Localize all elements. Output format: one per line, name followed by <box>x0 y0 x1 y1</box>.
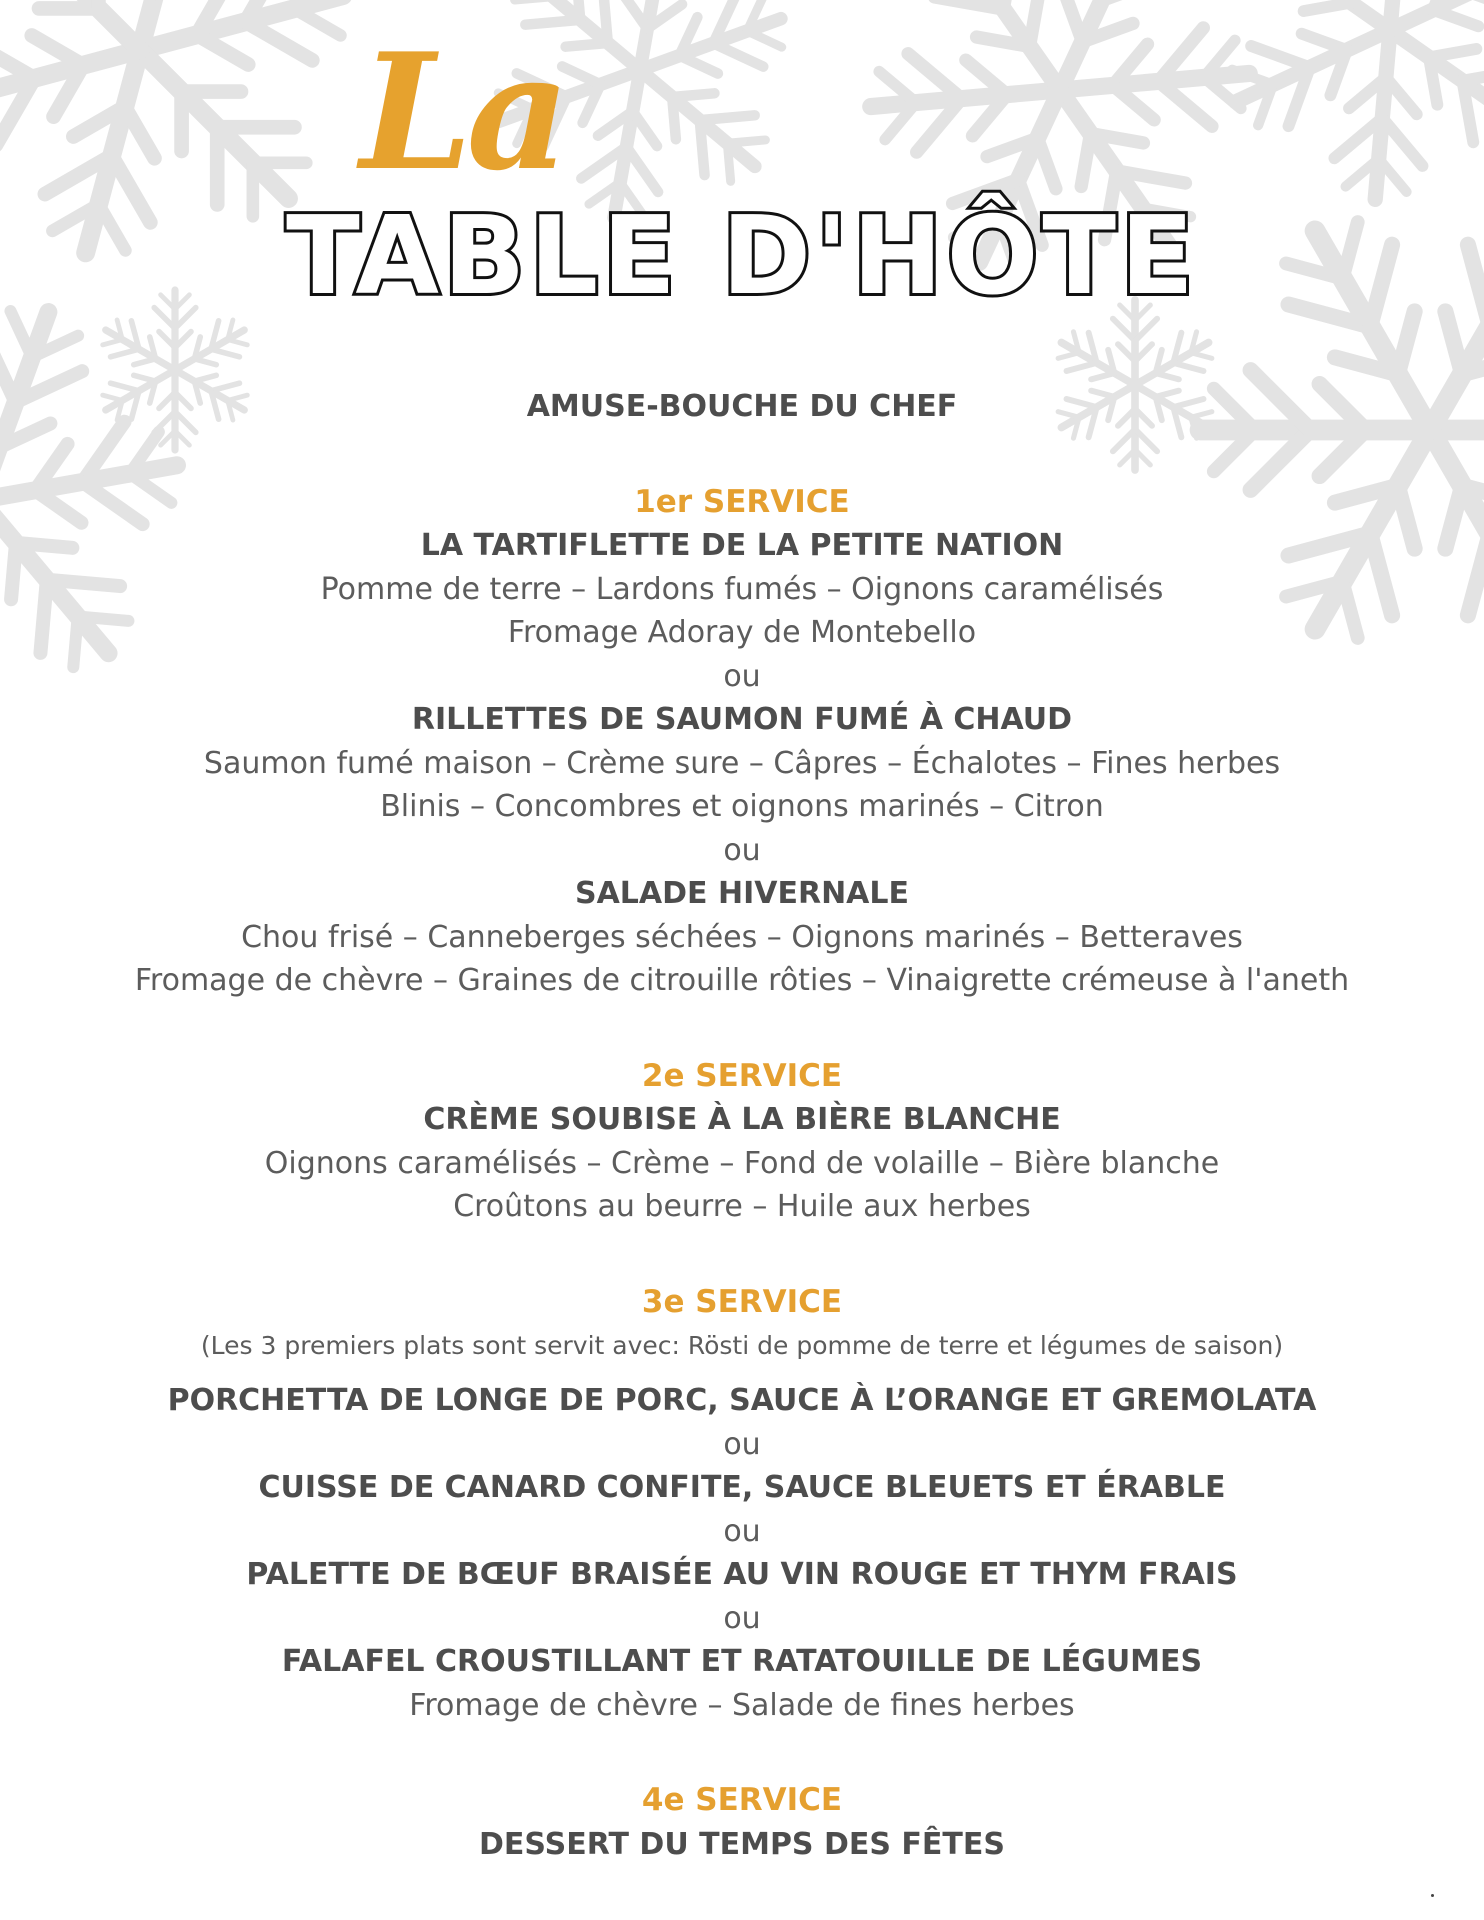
page-dot <box>1431 1894 1434 1897</box>
dish-description: Fromage de chèvre – Graines de citrouille rôties – Vinaigrette crémeuse à l'aneth <box>134 963 1350 998</box>
menu-body <box>0 385 1484 1866</box>
separator: ou <box>723 832 761 868</box>
service-1 <box>0 481 1484 1003</box>
service-4 <box>0 1779 1484 1866</box>
script-title-word: La <box>360 18 565 206</box>
dish-name: DESSERT DU TEMPS DES FÊTES <box>479 1826 1005 1862</box>
service-note: (Les 3 premiers plats sont servit avec: Rösti de pomme de terre et légumes de saison) <box>200 1331 1284 1360</box>
dish-description: Croûtons au beurre – Huile aux herbes <box>453 1189 1031 1224</box>
service-heading: 3e SERVICE <box>641 1283 843 1320</box>
dish-name: SALADE HIVERNALE <box>574 876 909 911</box>
dish-description: Blinis – Concombres et oignons marinés – Citron <box>380 789 1104 824</box>
dish-description: Oignons caramélisés – Crème – Fond de volaille – Bière blanche <box>264 1145 1220 1181</box>
page-title: TABLE D'HÔTE <box>286 194 1198 319</box>
service-heading: 1er SERVICE <box>634 483 850 520</box>
dish-description: Fromage Adoray de Montebello <box>507 615 977 650</box>
service-2 <box>0 1055 1484 1229</box>
dish-description: Saumon fumé maison – Crème sure – Câpres – Échalotes – Fines herbes <box>203 745 1281 781</box>
amuse-bouche: AMUSE-BOUCHE DU CHEF <box>526 389 958 424</box>
dish-name: RILLETTES DE SAUMON FUMÉ À CHAUD <box>411 702 1073 737</box>
service-heading: 2e SERVICE <box>641 1057 843 1094</box>
dish-name: LA TARTIFLETTE DE LA PETITE NATION <box>420 528 1064 563</box>
dish-name: CRÈME SOUBISE À LA BIÈRE BLANCHE <box>423 1102 1061 1137</box>
separator: ou <box>723 1426 761 1462</box>
separator: ou <box>723 1600 761 1636</box>
menu-header <box>0 20 1484 330</box>
separator: ou <box>723 1513 761 1549</box>
service-heading: 4e SERVICE <box>641 1782 843 1818</box>
dish-description: Fromage de chèvre – Salade de fines herbes <box>409 1687 1075 1723</box>
dish-name: PORCHETTA DE LONGE DE PORC, SAUCE À L’ORANGE ET GREMOLATA <box>167 1383 1317 1418</box>
dish-name: FALAFEL CROUSTILLANT ET RATATOUILLE DE LÉGUMES <box>281 1644 1203 1679</box>
service-3 <box>0 1281 1484 1728</box>
dish-description: Chou frisé – Canneberges séchées – Oignons marinés – Betteraves <box>241 919 1243 955</box>
dish-name: CUISSE DE CANARD CONFITE, SAUCE BLEUETS ET ÉRABLE <box>258 1470 1226 1505</box>
dish-description: Pomme de terre – Lardons fumés – Oignons caramélisés <box>320 571 1164 607</box>
separator: ou <box>723 658 761 694</box>
dish-name: PALETTE DE BŒUF BRAISÉE AU VIN ROUGE ET THYM FRAIS <box>246 1557 1238 1592</box>
